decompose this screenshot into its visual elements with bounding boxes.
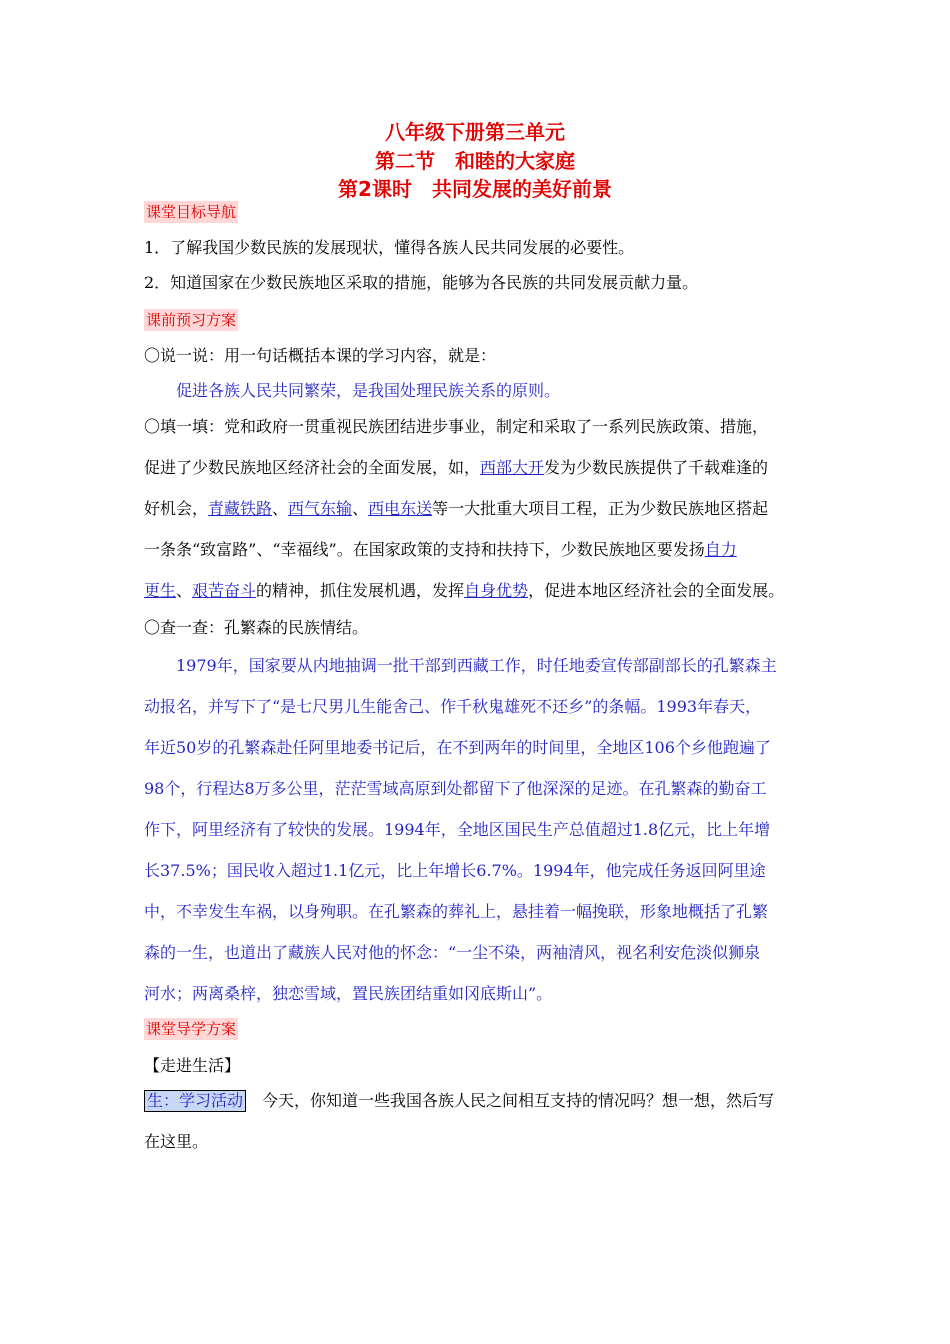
life-heading: 【走进生活】	[144, 1056, 241, 1075]
fill-answer: 艰苦奋斗	[192, 581, 257, 600]
story-line: 年近50岁的孔繁森赴任阿里地委书记后，在不到两年的时间里，全地区106个乡他跑遍了	[144, 738, 771, 757]
story-line: 中，不幸发生车祸，以身殉职。在孔繁森的葬礼上，悬挂着一幅挽联，形象地概括了孔繁	[144, 902, 769, 921]
section-heading-goals: 课堂目标导航	[146, 203, 237, 221]
fill-text: 、	[272, 499, 289, 518]
section-heading-guide: 课堂导学方案	[146, 1020, 237, 1038]
story-line: 作下，阿里经济有了较快的发展。1994年，全地区国民生产总值超过1.8亿元，比上年增	[144, 820, 771, 839]
fill-text: 等一大批重大项目工程，正为少数民族地区搭起	[432, 499, 769, 518]
fill-text: 发为少数民族提供了千载难逢的	[544, 458, 769, 477]
activity-tag: 生：学习活动	[144, 1090, 246, 1112]
goal-item-2: 2．知道国家在少数民族地区采取的措施，能够为各民族的共同发展贡献力量。	[144, 273, 699, 292]
check-prompt: 〇查一查：孔繁森的民族情结。	[144, 618, 369, 637]
fill-answer: 西气东输	[288, 499, 353, 518]
story-line: 河水；两离桑梓，独恋雪域，置民族团结重如冈底斯山”。	[144, 984, 553, 1003]
fill-answer: 西部大开	[480, 458, 545, 477]
fill-text: 、	[352, 499, 369, 518]
fill-line-3	[144, 498, 810, 520]
section-heading-preview: 课前预习方案	[146, 311, 237, 329]
story-line: 动报名，并写下了“是七尺男儿生能舍己、作千秋鬼雄死不还乡”的条幅。1993年春天，	[144, 697, 762, 716]
activity-text: 今天，你知道一些我国各族人民之间相互支持的情况吗？想一想，然后写	[262, 1091, 775, 1110]
fill-text: 促进了少数民族地区经济社会的全面发展，如，	[144, 458, 481, 477]
fill-answer: 自力	[704, 540, 737, 559]
activity-line	[144, 1090, 810, 1112]
story-line: 森的一生，也道出了藏族人民对他的怀念：“一尘不染，两袖清风，视名利安危淡似狮泉	[144, 943, 761, 962]
fill-text: 好机会，	[144, 499, 209, 518]
story-line: 长37.5%；国民收入超过1.1亿元，比上年增长6.7%。1994年，他完成任务返回阿里途	[144, 861, 766, 880]
activity-line-2: 在这里。	[144, 1132, 209, 1151]
fill-line-2	[144, 457, 810, 479]
fill-line-4	[144, 539, 810, 561]
lesson-title: 第2课时 共同发展的美好前景	[338, 177, 612, 201]
fill-text: 一条条“致富路”、“幸福线”。在国家政策的支持和扶持下，少数民族地区要发扬	[144, 540, 705, 559]
fill-line-1: 〇填一填：党和政府一贯重视民族团结进步事业，制定和采取了一系列民族政策、措施，	[144, 417, 769, 436]
fill-answer: 青藏铁路	[208, 499, 273, 518]
fill-text: 的精神，抓住发展机遇，发挥	[256, 581, 465, 600]
unit-title: 八年级下册第三单元	[385, 120, 565, 144]
story-line: 98个，行程达8万多公里，茫茫雪域高原到处都留下了他深深的足迹。在孔繁森的勤奋工	[144, 779, 767, 798]
say-answer: 促进各族人民共同繁荣，是我国处理民族关系的原则。	[176, 381, 561, 400]
fill-answer: 更生	[144, 581, 177, 600]
goal-item-1: 1．了解我国少数民族的发展现状，懂得各族人民共同发展的必要性。	[144, 238, 635, 257]
fill-answer: 自身优势	[464, 581, 529, 600]
fill-text: ，促进本地区经济社会的全面发展。	[528, 581, 785, 600]
section-title: 第二节 和睦的大家庭	[375, 149, 575, 173]
fill-text: 、	[176, 581, 193, 600]
story-line: 1979年，国家要从内地抽调一批干部到西藏工作，时任地委宣传部副部长的孔繁森主	[176, 656, 777, 675]
fill-line-5	[144, 580, 810, 602]
say-prompt: 〇说一说：用一句话概括本课的学习内容，就是：	[144, 346, 497, 365]
fill-answer: 西电东送	[368, 499, 433, 518]
